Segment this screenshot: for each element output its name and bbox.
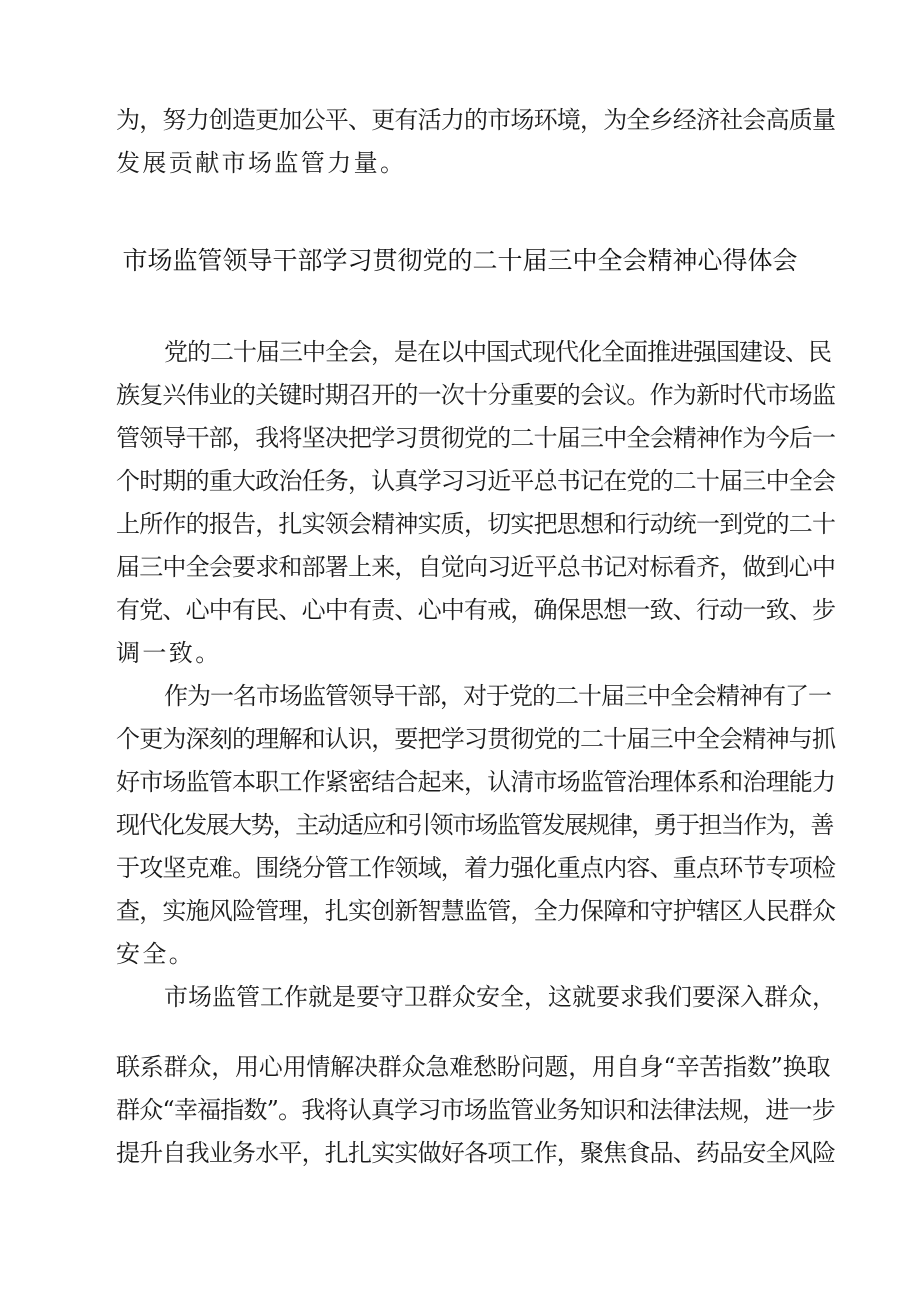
paragraph-line: 作为一名市场监管领导干部，对于党的二十届三中全会精神有了一 — [164, 682, 831, 710]
paragraph-line: 调一致。 — [116, 639, 222, 667]
intro-line: 发展贡献市场监管力量。 — [116, 149, 407, 177]
document-title: 市场监管领导干部学习贯彻党的二十届三中全会精神心得体会 — [122, 246, 798, 275]
paragraph-line: 族复兴伟业的关键时期召开的一次十分重要的会议。作为新时代市场监 — [116, 381, 836, 409]
paragraph-line: 有党、心中有民、心中有责、心中有戒，确保思想一致、行动一致、步 — [116, 596, 836, 624]
paragraph-line: 现代化发展大势，主动适应和引领市场监管发展规律，勇于担当作为，善 — [116, 811, 833, 839]
paragraph-line: 联系群众，用心用情解决群众急难愁盼问题，用自身“辛苦指数”换取 — [116, 1053, 831, 1081]
intro-line: 为，努力创造更加公平、更有活力的市场环境，为全乡经济社会高质量 — [116, 106, 836, 134]
paragraph-line: 届三中全会要求和部署上来，自觉向习近平总书记对标看齐，做到心中 — [116, 553, 836, 581]
paragraph-line: 个更为深刻的理解和认识，要把学习贯彻党的二十届三中全会精神与抓 — [116, 725, 836, 753]
paragraph-line: 管领导干部，我将坚决把学习贯彻党的二十届三中全会精神作为今后一 — [116, 424, 836, 452]
paragraph-line: 于攻坚克难。围绕分管工作领域，着力强化重点内容、重点环节专项检 — [116, 854, 836, 882]
paragraph-line: 群众“幸福指数”。我将认真学习市场监管业务知识和法律法规，进一步 — [116, 1096, 835, 1124]
paragraph-line: 上所作的报告，扎实领会精神实质，切实把思想和行动统一到党的二十 — [116, 510, 836, 538]
paragraph-line: 个时期的重大政治任务，认真学习习近平总书记在党的二十届三中全会 — [116, 467, 836, 495]
paragraph-line: 好市场监管本职工作紧密结合起来，认清市场监管治理体系和治理能力 — [116, 768, 836, 796]
paragraph-line: 查，实施风险管理，扎实创新智慧监管，全力保障和守护辖区人民群众 — [116, 897, 836, 925]
paragraph-line: 市场监管工作就是要守卫群众安全，这就要求我们要深入群众， — [164, 983, 836, 1011]
paragraph-line: 提升自我业务水平，扎扎实实做好各项工作，聚焦食品、药品安全风险 — [116, 1139, 836, 1167]
paragraph-line: 党的二十届三中全会，是在以中国式现代化全面推进强国建设、民 — [164, 338, 831, 366]
paragraph-line: 安全。 — [116, 940, 196, 968]
